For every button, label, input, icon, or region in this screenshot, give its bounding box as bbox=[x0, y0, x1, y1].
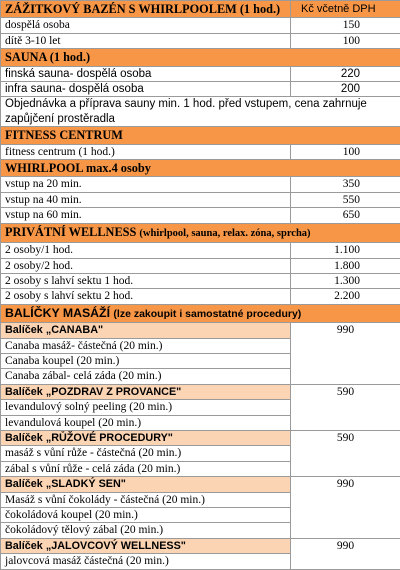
price-row bbox=[1, 18, 400, 33]
item-price: 2.200 bbox=[291, 289, 400, 304]
price-row bbox=[1, 289, 400, 304]
package-name: Balíček „RŮŽOVÉ PROCEDURY" bbox=[1, 430, 291, 445]
section-title-private-wellness: PRIVÁTNÍ WELLNESS bbox=[5, 225, 136, 239]
item-price: 1.300 bbox=[291, 273, 400, 288]
section-title-pool: ZÁŽITKOVÝ BAZÉN S WHIRLPOOLEM (1 hod.) bbox=[1, 1, 291, 18]
package-price: 990 bbox=[291, 538, 400, 569]
package-item-label: Canaba masáž- částečná (20 min.) bbox=[1, 338, 291, 353]
item-label: dítě 3-10 let bbox=[1, 33, 291, 48]
package-header bbox=[1, 323, 400, 338]
section-subtitle-massage-packages: (lze zakoupit i samostatné procedury) bbox=[113, 308, 301, 320]
item-price: 100 bbox=[291, 33, 400, 48]
price-column-header: Kč včetně DPH bbox=[291, 1, 400, 18]
section-header-whirlpool bbox=[1, 160, 400, 177]
price-row bbox=[1, 82, 400, 97]
section-header-private-wellness bbox=[1, 223, 400, 242]
item-price: 1.800 bbox=[291, 258, 400, 273]
package-price: 990 bbox=[291, 323, 400, 385]
section-title-massage-packages: BALÍČKY MASÁŽÍ bbox=[5, 306, 110, 320]
package-item-label: Canaba koupel (20 min.) bbox=[1, 353, 291, 368]
price-row bbox=[1, 66, 400, 81]
item-label: vstup na 60 min. bbox=[1, 208, 291, 223]
item-label: 2 osoby s lahví sektu 2 hod. bbox=[1, 289, 291, 304]
package-header bbox=[1, 477, 400, 492]
item-price: 350 bbox=[291, 177, 400, 192]
item-label: vstup na 40 min. bbox=[1, 192, 291, 207]
package-header bbox=[1, 538, 400, 553]
package-item-label: čokoládový tělový zábal (20 min.) bbox=[1, 523, 291, 538]
package-item-label: Canaba zábal- celá záda (20 min.) bbox=[1, 369, 291, 384]
item-label: finská sauna- dospělá osoba bbox=[1, 66, 291, 81]
package-price: 990 bbox=[291, 477, 400, 539]
price-row bbox=[1, 192, 400, 207]
package-item-label: masáž s vůní růže - částečná (20 min.) bbox=[1, 446, 291, 461]
package-item-label: levandulová koupel (20 min.) bbox=[1, 415, 291, 430]
section-header-fitness bbox=[1, 127, 400, 144]
price-row bbox=[1, 243, 400, 258]
section-header-pool bbox=[1, 1, 400, 18]
package-item-label: čokoládová koupel (20 min.) bbox=[1, 508, 291, 523]
package-item-label: zábal s vůní růže - celá záda (20 min.) bbox=[1, 461, 291, 476]
price-row bbox=[1, 273, 400, 288]
item-label: fitness centrum (1 hod.) bbox=[1, 144, 291, 159]
item-price: 200 bbox=[291, 82, 400, 97]
package-name: Balíček „CANABA" bbox=[1, 323, 291, 338]
item-price: 150 bbox=[291, 18, 400, 33]
item-label: vstup na 20 min. bbox=[1, 177, 291, 192]
section-title-fitness: FITNESS CENTRUM bbox=[1, 127, 400, 144]
section-header-massage-packages bbox=[1, 304, 400, 322]
package-price: 590 bbox=[291, 384, 400, 430]
price-row bbox=[1, 258, 400, 273]
package-name: Balíček „POZDRAV Z PROVANCE" bbox=[1, 384, 291, 399]
price-row bbox=[1, 208, 400, 223]
package-header bbox=[1, 430, 400, 445]
package-item-label: Masáž s vůní čokolády - částečná (20 min.) bbox=[1, 492, 291, 507]
section-title-sauna: SAUNA (1 hod.) bbox=[1, 49, 400, 66]
item-label: 2 osoby/2 hod. bbox=[1, 258, 291, 273]
item-label: 2 osoby s lahví sektu 1 hod. bbox=[1, 273, 291, 288]
item-label: 2 osoby/1 hod. bbox=[1, 243, 291, 258]
section-subtitle-private-wellness: (whirlpool, sauna, relax. zóna, sprcha) bbox=[139, 228, 310, 239]
price-row bbox=[1, 33, 400, 48]
item-label: dospělá osoba bbox=[1, 18, 291, 33]
sauna-note: Objednávka a příprava sauny min. 1 hod. před vstupem, cena zahrnuje zapůjčení prostěradla bbox=[1, 97, 400, 127]
package-item-label: jalovcová masáž částečná (20 min.) bbox=[1, 554, 291, 569]
package-header bbox=[1, 384, 400, 399]
item-price: 550 bbox=[291, 192, 400, 207]
package-name: Balíček „SLADKÝ SEN" bbox=[1, 477, 291, 492]
section-header-sauna bbox=[1, 49, 400, 66]
package-price: 590 bbox=[291, 430, 400, 476]
item-price: 100 bbox=[291, 144, 400, 159]
note-row bbox=[1, 97, 400, 127]
package-name: Balíček „JALOVCOVÝ WELLNESS" bbox=[1, 538, 291, 553]
item-price: 650 bbox=[291, 208, 400, 223]
item-price: 220 bbox=[291, 66, 400, 81]
package-item-label: levandulový solný peeling (20 min.) bbox=[1, 400, 291, 415]
section-title-whirlpool: WHIRLPOOL max.4 osoby bbox=[1, 160, 400, 177]
price-row bbox=[1, 144, 400, 159]
item-price: 1.100 bbox=[291, 243, 400, 258]
item-label: infra sauna- dospělá osoba bbox=[1, 82, 291, 97]
price-row bbox=[1, 177, 400, 192]
